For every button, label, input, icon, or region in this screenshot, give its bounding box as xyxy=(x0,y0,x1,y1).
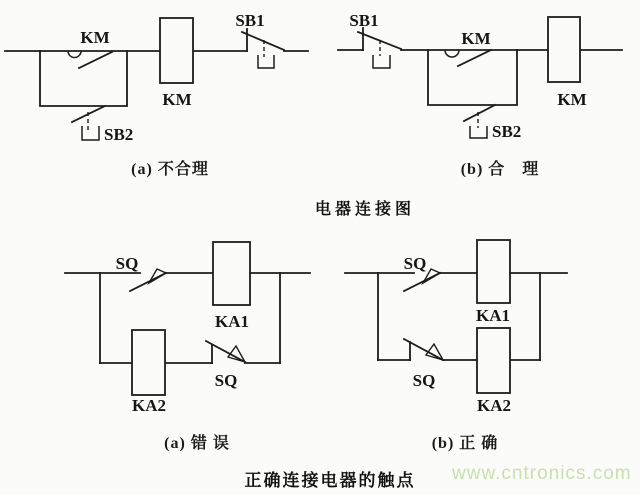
km-coil xyxy=(548,17,580,82)
switch-arrowhead xyxy=(228,346,245,362)
sb1-label: SB1 xyxy=(235,11,265,30)
sq-limit-switch-nc xyxy=(206,341,245,363)
sq-limit-switch-nc xyxy=(404,339,443,360)
contact-blade xyxy=(79,52,112,68)
button-cap xyxy=(82,126,99,140)
sb2-pushbutton-no xyxy=(72,106,105,140)
section-title-top: 电器连接图 xyxy=(314,201,415,218)
wires xyxy=(65,273,310,363)
km-contact-label: KM xyxy=(80,28,110,47)
contact-arc xyxy=(68,51,81,58)
sb2-pushbutton-no xyxy=(464,105,495,138)
circuit-bottom-a xyxy=(60,235,320,420)
ka1-label: KA1 xyxy=(476,306,510,325)
ka1-coil xyxy=(477,240,510,303)
ka2-label: KA2 xyxy=(132,396,166,415)
km-coil-label: KM xyxy=(557,90,587,109)
sb1-label: SB1 xyxy=(349,11,379,30)
sq-nc-label: SQ xyxy=(214,371,238,390)
wires xyxy=(5,51,308,106)
circuit-top-b xyxy=(330,0,630,150)
switch-arrowhead xyxy=(149,269,166,283)
ka2-label: KA2 xyxy=(477,396,511,415)
sq-no-label: SQ xyxy=(403,254,427,273)
switch-arrowhead xyxy=(426,344,443,360)
sq-nc-label: SQ xyxy=(412,371,436,390)
ka1-coil xyxy=(213,242,250,305)
km-contact-label: KM xyxy=(461,29,491,48)
button-blade xyxy=(242,32,284,50)
circuit-top-a xyxy=(0,0,320,150)
contact-arc xyxy=(445,50,459,57)
sb1-pushbutton-nc xyxy=(242,29,284,68)
ka2-coil xyxy=(132,330,165,395)
wires xyxy=(345,273,567,360)
caption-bottom-b: (b) 正 确 xyxy=(431,435,499,452)
ka2-coil xyxy=(477,328,510,393)
km-no-contact xyxy=(68,51,112,68)
ka1-label: KA1 xyxy=(215,312,249,331)
sb2-label: SB2 xyxy=(104,125,134,144)
parallel-branch-wire xyxy=(40,51,127,106)
section-title-bottom: 正确连接电器的触点 xyxy=(244,471,416,490)
caption-top-a: (a) 不合理 xyxy=(131,161,209,178)
contact-blade xyxy=(458,50,491,66)
sq-no-label: SQ xyxy=(115,254,139,273)
button-cap xyxy=(373,55,390,68)
caption-top-b: (b) 合 理 xyxy=(460,161,540,178)
km-coil xyxy=(160,18,193,83)
button-blade xyxy=(464,105,495,121)
sb2-label: SB2 xyxy=(492,122,522,141)
button-cap xyxy=(258,55,274,68)
sb1-pushbutton-nc xyxy=(358,28,401,68)
km-no-contact xyxy=(445,50,491,66)
circuit-bottom-b xyxy=(340,235,580,420)
watermark-text: www.cntronics.com xyxy=(452,463,632,484)
km-coil-label: KM xyxy=(162,90,192,109)
caption-bottom-a: (a) 错 误 xyxy=(164,435,230,452)
